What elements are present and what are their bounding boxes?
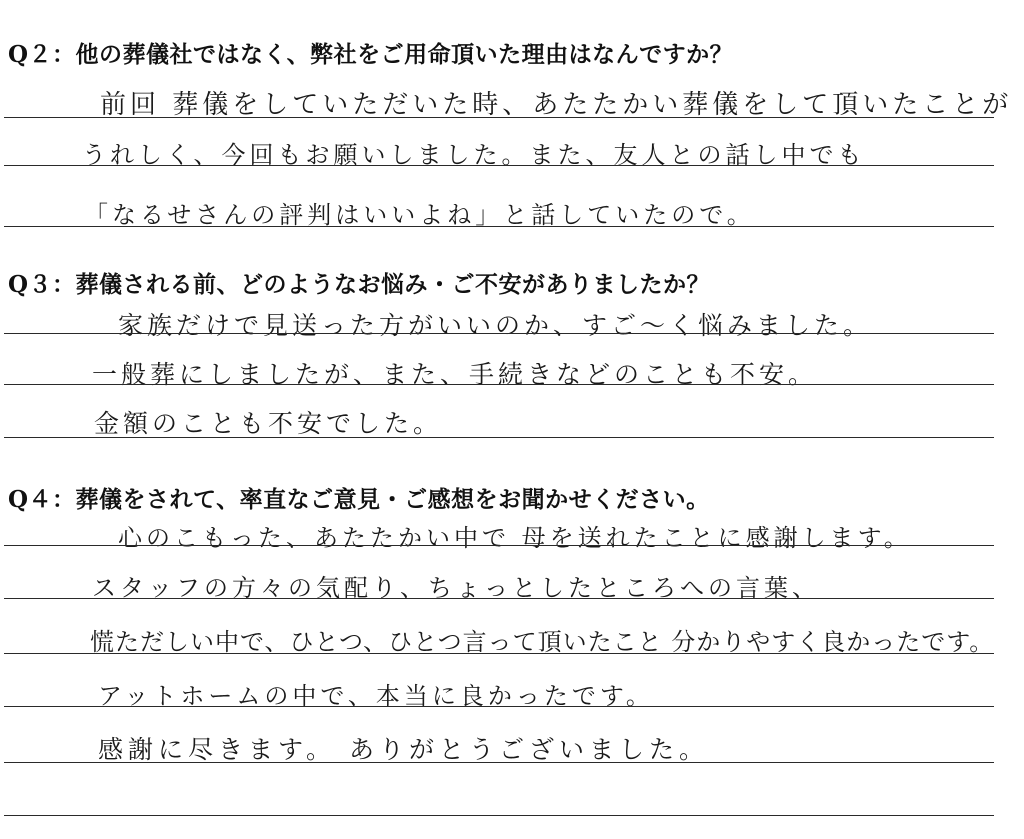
handwritten-answer-line: 「なるせさんの評判はいいよね」と話していたので。 xyxy=(84,201,755,229)
ruled-line xyxy=(4,333,994,334)
ruled-line xyxy=(4,706,994,707)
ruled-line xyxy=(4,117,994,118)
ruled-line xyxy=(4,545,994,546)
handwritten-answer-line: 前回 葬儀をしていただいた時、あたたかい葬儀をして頂いたことが xyxy=(100,90,1013,120)
ruled-line xyxy=(4,762,994,763)
handwritten-answer-line: 一般葬にしましたが、また、手続きなどのことも不安。 xyxy=(92,360,818,389)
handwritten-answer-line: 金額のことも不安でした。 xyxy=(94,409,443,438)
question-heading: Q２：他の葬儀社ではなく、弊社をご用命頂いた理由はなんですか？ xyxy=(8,41,734,68)
ruled-line xyxy=(4,384,994,385)
ruled-line xyxy=(4,165,994,166)
ruled-line xyxy=(4,815,994,816)
handwritten-answer-line: 慌ただしい中で、ひとつ、ひとつ言って頂いたこと 分かりやすく良かったです。 xyxy=(90,628,995,656)
handwritten-answer-line: スタッフの方々の気配り、ちょっとしたところへの言葉、 xyxy=(92,574,820,602)
question-heading: Q３：葬儀される前、どのようなお悩み・ご不安がありましたか？ xyxy=(8,271,711,298)
ruled-line xyxy=(4,598,994,599)
handwritten-answer-line: 家族だけで見送った方がいいのか、すご〜く悩みました。 xyxy=(118,311,873,340)
ruled-line xyxy=(4,437,994,438)
ruled-line xyxy=(4,653,994,654)
handwritten-answer-line: 心のこもった、あたたかい中で 母を送れたことに感謝します。 xyxy=(118,524,912,552)
ruled-line xyxy=(4,226,994,227)
question-heading: Q４：葬儀をされて、率直なご意見・ご感想をお聞かせください。 xyxy=(8,486,710,513)
handwritten-answer-line: うれしく、今回もお願いしました。また、友人との話し中でも xyxy=(82,141,866,169)
handwritten-answer-line: 感謝に尽きます。 ありがとうございました。 xyxy=(98,735,709,764)
handwritten-answer-line: アットホームの中で、本当に良かったです。 xyxy=(98,682,654,710)
